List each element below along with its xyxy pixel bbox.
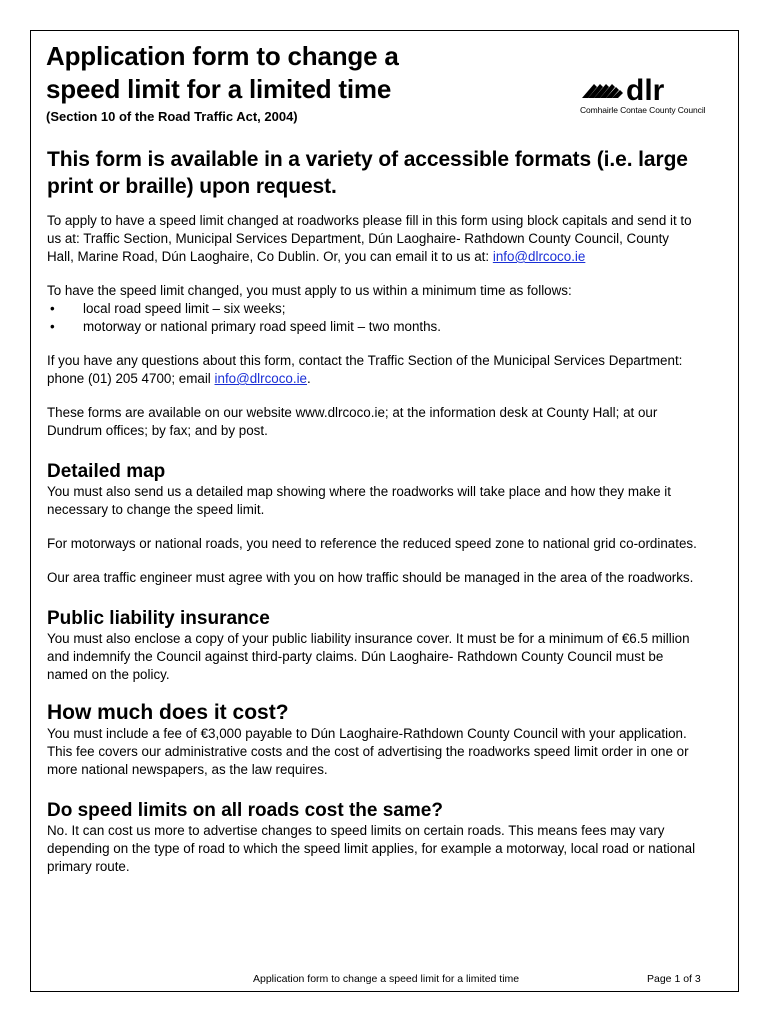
footer-page-number: Page 1 of 3 (647, 973, 701, 985)
detailed-map-heading: Detailed map (47, 461, 166, 482)
footer-title: Application form to change a speed limit for a limited time (253, 973, 520, 985)
questions-text: If you have any questions about this form, contact the Traffic Section of the Municipal Services Department: phone (01) 205 4700; email (47, 353, 683, 386)
map-paragraph-2: For motorways or national roads, you need to reference the reduced speed zone to national grid co-ordinates. (47, 536, 697, 551)
cost-heading: How much does it cost? (47, 701, 289, 724)
page-title (46, 40, 399, 106)
availability-paragraph: These forms are available on our website www.dlrcoco.ie; at the information desk at County Hall; at our Dundrum offices; by fax; and by post. (47, 405, 658, 438)
list-item-text: motorway or national primary road speed limit – two months. (83, 319, 441, 334)
map-paragraph-1: You must also send us a detailed map showing where the roadworks will take place and how they make it necessary to change the speed limit. (47, 484, 672, 517)
bullet-icon: • (50, 301, 55, 316)
apply-email-link[interactable]: info@dlrcoco.ie (492, 249, 586, 264)
apply-paragraph (47, 212, 697, 266)
title-line-1: Application form to change a (46, 41, 399, 71)
logo-subtext: Comhairle Contae County Council (580, 105, 706, 115)
apply-text: To apply to have a speed limit changed at roadworks please fill in this form using block capitals and send it to us at: Traffic Section, Municipal Services Department, Dún Laoghaire- Rathdown County Council, County Hall, Marine Road, Dún Laoghaire, Co Dublin. Or, you can email it to us at: (47, 213, 692, 264)
timing-list (47, 300, 697, 336)
cost-paragraph: You must include a fee of €3,000 payable to Dún Laoghaire-Rathdown County Council with your application. This fee covers our administrative costs and the cost of advertising the roadworks speed limit order in one or more national newspapers, as the law requires. (47, 726, 689, 777)
questions-email-link[interactable]: info@dlrcoco.ie (214, 371, 308, 386)
list-item (47, 318, 697, 336)
logo-wordmark: dlr (626, 74, 665, 107)
bullet-icon: • (50, 319, 55, 334)
questions-end: . (307, 371, 311, 386)
questions-paragraph (47, 352, 697, 388)
list-item-text: local road speed limit – six weeks; (83, 301, 286, 316)
same-cost-heading: Do speed limits on all roads cost the same? (47, 800, 443, 821)
same-cost-paragraph: No. It can cost us more to advertise changes to speed limits on certain roads. This means fees may vary depending on the type of road to which the speed limit applies, for example a motorway, local road or national primary route. (47, 823, 696, 874)
wave-logo-icon (582, 84, 623, 98)
list-item (47, 300, 697, 318)
title-line-2: speed limit for a limited time (46, 74, 392, 104)
map-paragraph-3: Our area traffic engineer must agree with you on how traffic should be managed in the area of the roadworks. (47, 570, 694, 585)
main-content (47, 146, 697, 892)
insurance-paragraph: You must also enclose a copy of your public liability insurance cover. It must be for a minimum of €6.5 million and indemnify the Council against third-party claims. Dún Laoghaire- Rathdown County Council must be named on the policy. (47, 631, 690, 682)
page-subtitle: (Section 10 of the Road Traffic Act, 2004) (46, 109, 298, 124)
accessible-formats-heading: This form is available in a variety of accessible formats (i.e. large print or braille) upon request. (47, 148, 688, 198)
timing-paragraph: To have the speed limit changed, you must apply to us within a minimum time as follows: (47, 283, 572, 298)
insurance-heading: Public liability insurance (47, 608, 270, 629)
